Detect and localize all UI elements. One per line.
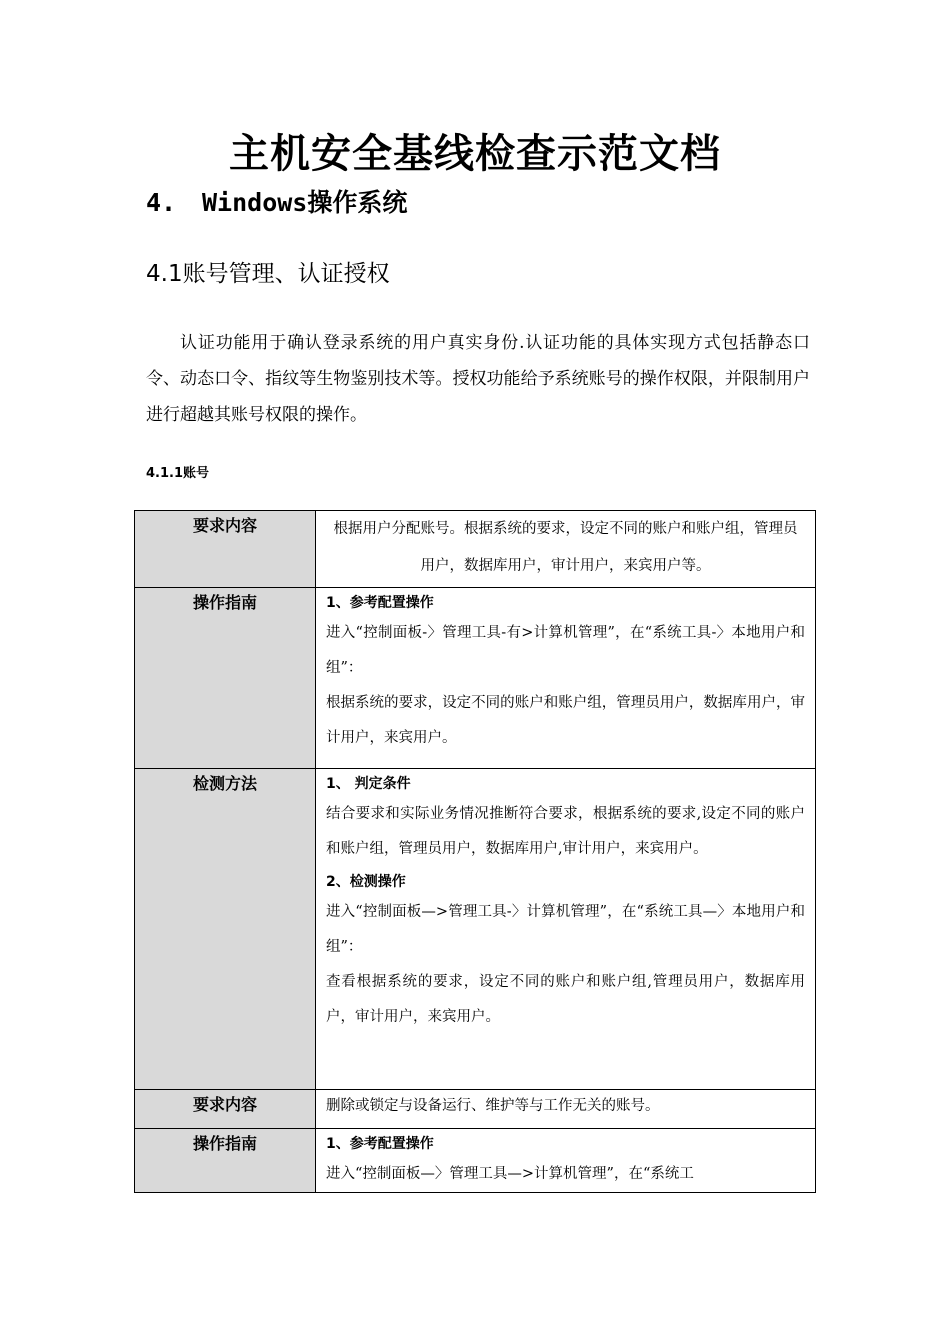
content-subheading: 1、 判定条件 — [326, 776, 411, 792]
table-row — [135, 588, 816, 769]
content-paragraph: 结合要求和实际业务情况推断符合要求，根据系统的要求,设定不同的账户和账户组，管理员用户，数据库用户,审计用户，来宾用户。 — [326, 806, 805, 857]
intro-paragraph: 认证功能用于确认登录系统的用户真实身份.认证功能的具体实现方式包括静态口令、动态口令、指纹等生物鉴别技术等。授权功能给予系统账号的操作权限，并限制用户进行超越其账号权限的操作。 — [146, 333, 810, 425]
row-label: 要求内容 — [135, 511, 316, 588]
document-title: 主机安全基线检查示范文档 — [229, 131, 721, 177]
row-content — [316, 588, 816, 769]
chapter-title: Windows操作系统 — [202, 188, 408, 217]
content-subheading: 1、参考配置操作 — [326, 595, 434, 611]
chapter-number: 4. — [146, 188, 177, 217]
row-content: 删除或锁定与设备运行、维护等与工作无关的账号。 — [316, 1090, 816, 1129]
content-paragraph: 根据系统的要求，设定不同的账户和账户组，管理员用户，数据库用户，审计用户，来宾用户。 — [326, 695, 805, 746]
content-paragraph: 进入“控制面板—>管理工具-〉计算机管理”，在“系统工具—〉本地用户和组”： — [326, 904, 805, 955]
content-paragraph: 查看根据系统的要求，设定不同的账户和账户组,管理员用户，数据库用户，审计用户，来宾用户。 — [326, 974, 805, 1025]
row-label: 操作指南 — [135, 1129, 316, 1193]
row-content: 根据用户分配账号。根据系统的要求，设定不同的账户和账户组，管理员用户，数据库用户，审计用户，来宾用户等。 — [316, 511, 816, 588]
content-subheading: 2、检测操作 — [326, 874, 406, 890]
row-content — [316, 769, 816, 1090]
chapter-heading — [146, 183, 407, 219]
table-row — [135, 1090, 816, 1129]
content-paragraph: 进入“控制面板—〉管理工具—>计算机管理”，在“系统工 — [326, 1166, 694, 1182]
row-label: 操作指南 — [135, 588, 316, 769]
content-paragraph: 进入“控制面板-〉管理工具-有>计算机管理”，在“系统工具-〉本地用户和组”： — [326, 625, 805, 676]
content-subheading: 1、参考配置操作 — [326, 1136, 434, 1152]
table-row — [135, 1129, 816, 1193]
table-row — [135, 511, 816, 588]
subsection-heading: 4.1.1账号 — [146, 466, 210, 481]
row-label: 检测方法 — [135, 769, 316, 1090]
requirements-table — [134, 510, 816, 1193]
row-content — [316, 1129, 816, 1193]
table-row — [135, 769, 816, 1090]
row-label: 要求内容 — [135, 1090, 316, 1129]
section-heading: 4.1账号管理、认证授权 — [146, 261, 390, 287]
